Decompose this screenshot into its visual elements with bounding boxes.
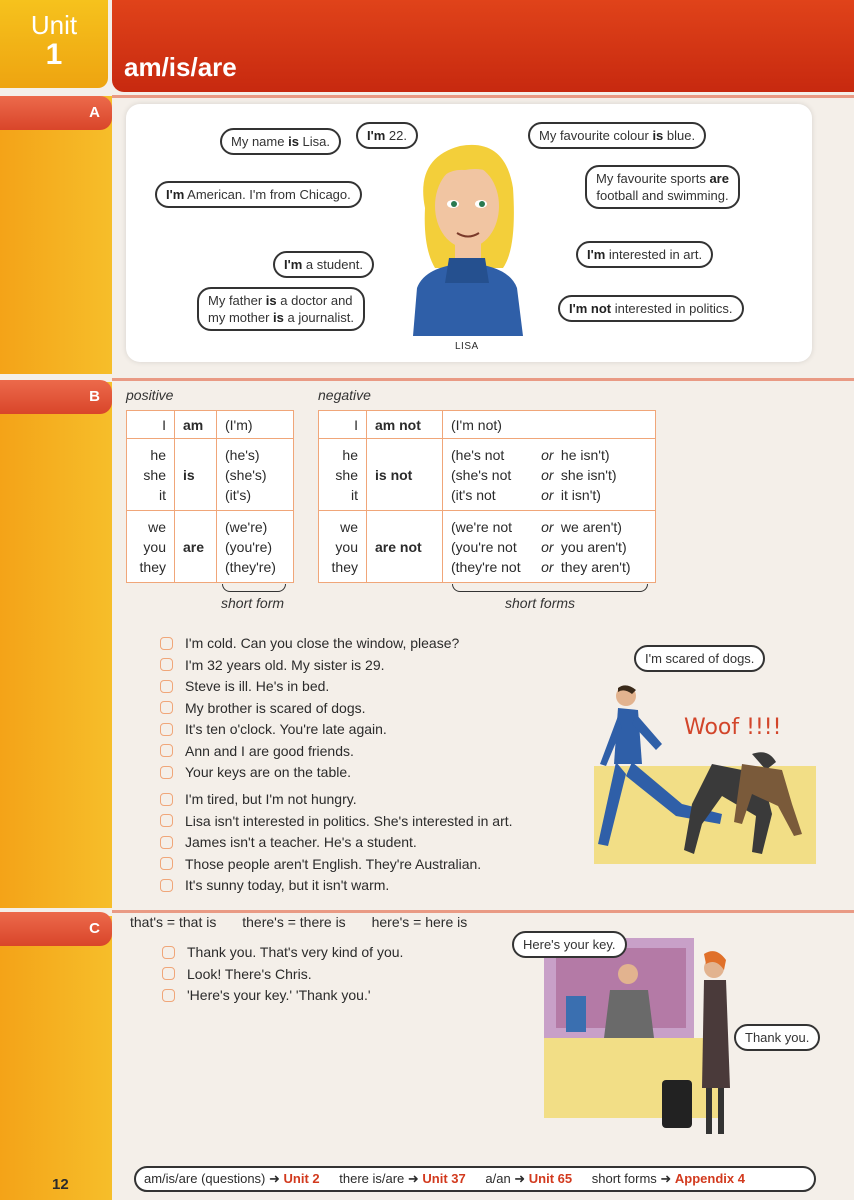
cross-ref[interactable]: a/an ➜ Unit 65 bbox=[485, 1171, 573, 1186]
divider-a bbox=[112, 95, 854, 98]
speech-bubble: I'm American. I'm from Chicago. bbox=[155, 181, 362, 208]
checkbox[interactable] bbox=[160, 658, 173, 671]
short-forms-label: short forms bbox=[505, 595, 576, 611]
checkbox[interactable] bbox=[162, 989, 175, 1002]
example-list-c bbox=[162, 942, 403, 1007]
speech-bubble: My favourite colour is blue. bbox=[528, 122, 706, 149]
or-cell: or or or bbox=[539, 439, 559, 511]
speech-bubble: Thank you. bbox=[734, 1024, 820, 1051]
example-item: I'm tired, but I'm not hungry. bbox=[160, 789, 513, 811]
short-form-cell: (he's not (she's not (it's not bbox=[443, 439, 540, 511]
pronoun-cell: I bbox=[319, 411, 367, 439]
divider-b bbox=[112, 378, 854, 381]
example-item: I'm 32 years old. My sister is 29. bbox=[160, 655, 459, 677]
page-title: am/is/are bbox=[124, 52, 237, 82]
verb-cell: are bbox=[175, 511, 217, 583]
short-form-brace bbox=[222, 584, 286, 592]
short-form-cell: (we're) (you're) (they're) bbox=[217, 511, 294, 583]
speech-bubble: I'm a student. bbox=[273, 251, 374, 278]
speech-bubble: My father is a doctor and my mother is a journalist. bbox=[197, 287, 365, 331]
pronoun-cell: I bbox=[127, 411, 175, 439]
checkbox[interactable] bbox=[160, 637, 173, 650]
unit-box bbox=[0, 0, 108, 88]
page-number: 12 bbox=[52, 1176, 69, 1193]
short-form-cell: he isn't) she isn't) it isn't) bbox=[559, 439, 656, 511]
example-item: 'Here's your key.' 'Thank you.' bbox=[162, 985, 403, 1007]
example-item: Lisa isn't interested in politics. She's interested in art. bbox=[160, 811, 513, 833]
verb-cell: is bbox=[175, 439, 217, 511]
speech-bubble: I'm not interested in politics. bbox=[558, 295, 744, 322]
section-tab-a: A bbox=[0, 96, 112, 130]
cross-reference-bar bbox=[134, 1166, 816, 1192]
pronoun-cell: he she it bbox=[319, 439, 367, 511]
negative-table bbox=[318, 410, 656, 583]
form-item: that's = that is bbox=[130, 914, 217, 930]
short-forms-brace bbox=[452, 584, 648, 592]
checkbox[interactable] bbox=[162, 946, 175, 959]
example-item: My brother is scared of dogs. bbox=[160, 698, 459, 720]
lisa-illustration bbox=[405, 138, 535, 336]
example-item: It's sunny today, but it isn't warm. bbox=[160, 875, 513, 897]
negative-label: negative bbox=[318, 387, 371, 403]
short-form-label: short form bbox=[221, 595, 285, 611]
title-bar bbox=[112, 0, 854, 92]
speech-bubble: I'm 22. bbox=[356, 122, 418, 149]
example-list-b1 bbox=[160, 633, 459, 784]
short-form-cell: (I'm) bbox=[217, 411, 294, 439]
cross-ref[interactable]: there is/are ➜ Unit 37 bbox=[339, 1171, 466, 1186]
checkbox[interactable] bbox=[160, 680, 173, 693]
example-item: Thank you. That's very kind of you. bbox=[162, 942, 403, 964]
verb-cell: am bbox=[175, 411, 217, 439]
speech-bubble: Here's your key. bbox=[512, 931, 627, 958]
example-item: It's ten o'clock. You're late again. bbox=[160, 719, 459, 741]
example-item: Look! There's Chris. bbox=[162, 964, 403, 986]
example-item: Those people aren't English. They're Australian. bbox=[160, 854, 513, 876]
section-tab-c: C bbox=[0, 912, 112, 946]
hotel-illustration bbox=[544, 938, 734, 1136]
woof-text: Woof !!!! bbox=[684, 715, 782, 740]
or-cell: or or or bbox=[539, 511, 559, 583]
example-item: Steve is ill. He's in bed. bbox=[160, 676, 459, 698]
lisa-caption: LISA bbox=[455, 341, 479, 352]
verb-cell: am not bbox=[367, 411, 443, 439]
speech-bubble: I'm interested in art. bbox=[576, 241, 713, 268]
pronoun-cell: we you they bbox=[127, 511, 175, 583]
example-item: James isn't a teacher. He's a student. bbox=[160, 832, 513, 854]
speech-bubble: My favourite sports are football and swimming. bbox=[585, 165, 740, 209]
left-strip-c bbox=[0, 916, 112, 1200]
form-item: there's = there is bbox=[242, 914, 346, 930]
unit-label: Unit bbox=[30, 10, 78, 40]
checkbox[interactable] bbox=[160, 836, 173, 849]
checkbox[interactable] bbox=[160, 879, 173, 892]
form-item: here's = here is bbox=[371, 914, 468, 930]
speech-bubble: My name is Lisa. bbox=[220, 128, 341, 155]
example-list-b2 bbox=[160, 789, 513, 897]
short-form-cell: (he's) (she's) (it's) bbox=[217, 439, 294, 511]
speech-bubble: I'm scared of dogs. bbox=[634, 645, 765, 672]
checkbox[interactable] bbox=[160, 793, 173, 806]
positive-label: positive bbox=[126, 387, 174, 403]
dogs-illustration bbox=[592, 684, 818, 866]
verb-cell: are not bbox=[367, 511, 443, 583]
checkbox[interactable] bbox=[160, 723, 173, 736]
cross-ref[interactable]: short forms ➜ Appendix 4 bbox=[591, 1171, 745, 1186]
pronoun-cell: he she it bbox=[127, 439, 175, 511]
checkbox[interactable] bbox=[160, 701, 173, 714]
section-c-forms bbox=[130, 914, 489, 930]
checkbox[interactable] bbox=[162, 967, 175, 980]
section-tab-b: B bbox=[0, 380, 112, 414]
short-form-cell: (I'm not) bbox=[443, 411, 656, 439]
example-item: I'm cold. Can you close the window, please? bbox=[160, 633, 459, 655]
checkbox[interactable] bbox=[160, 814, 173, 827]
left-strip-a bbox=[0, 96, 112, 374]
example-item: Your keys are on the table. bbox=[160, 762, 459, 784]
checkbox[interactable] bbox=[160, 744, 173, 757]
checkbox[interactable] bbox=[160, 857, 173, 870]
short-form-cell: (we're not (you're not (they're not bbox=[443, 511, 540, 583]
positive-table bbox=[126, 410, 294, 583]
pronoun-cell: we you they bbox=[319, 511, 367, 583]
cross-ref[interactable]: am/is/are (questions) ➜ Unit 2 bbox=[144, 1171, 320, 1186]
checkbox[interactable] bbox=[160, 766, 173, 779]
verb-cell: is not bbox=[367, 439, 443, 511]
unit-number: 1 bbox=[45, 38, 63, 71]
example-item: Ann and I are good friends. bbox=[160, 741, 459, 763]
left-strip-b bbox=[0, 382, 112, 908]
divider-c bbox=[112, 910, 854, 913]
short-form-cell: we aren't) you aren't) they aren't) bbox=[559, 511, 656, 583]
